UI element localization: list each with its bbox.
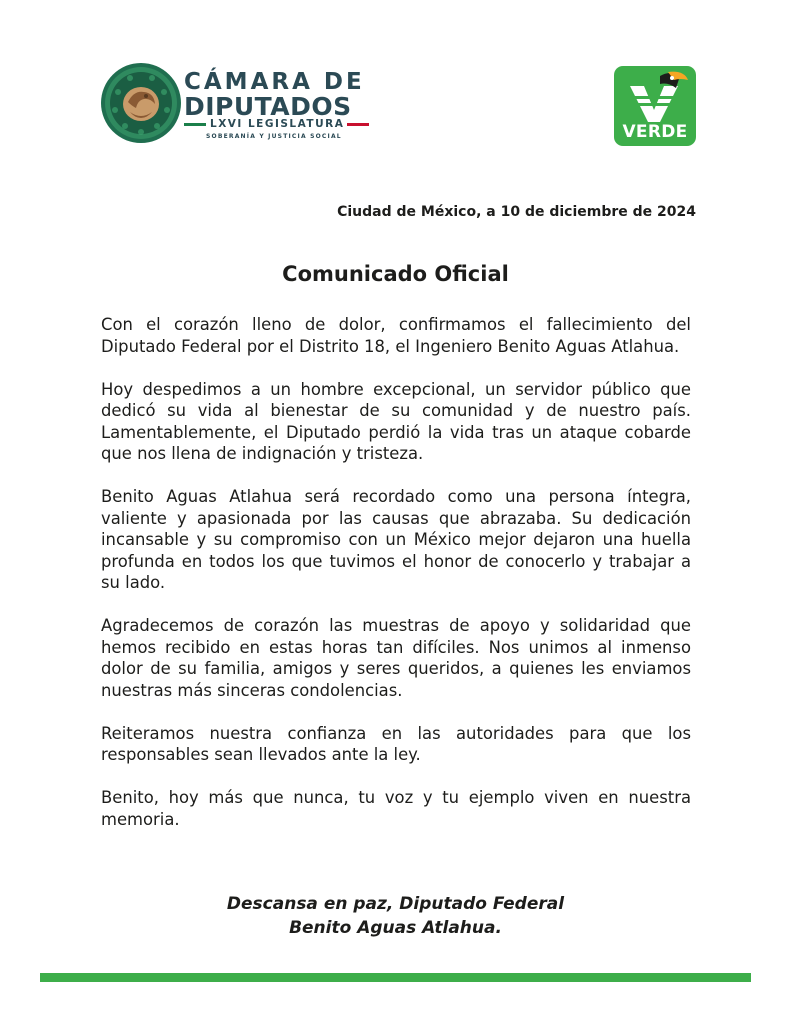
legislature-bar (184, 120, 374, 128)
camara-line2: DIPUTADOS (184, 92, 352, 121)
paragraph: Reiteramos nuestra confianza en las autoridades para que los responsables sean llevados ante la ley. (101, 723, 691, 764)
footer-green-bar (40, 973, 751, 982)
paragraph: Benito Aguas Atlahua será recordado como una persona íntegra, valiente y apasionada por las causas que abrazaba. Su dedicación incansable y su compromiso con un México mejor dejaron una huella profunda en todos los que tuvimos el honor de conocerlo y trabajar a su lado. (101, 487, 691, 592)
toucan-check-icon (614, 66, 696, 126)
camara-slogan: SOBERANÍA Y JUSTICIA SOCIAL (206, 133, 342, 140)
verde-wordmark: VERDE (622, 122, 688, 142)
letterhead (0, 0, 791, 160)
camara-de-diputados-logo (100, 62, 375, 146)
camara-line1: CÁMARA DE (184, 69, 365, 95)
partido-verde-logo (614, 66, 696, 146)
paragraph: Hoy despedimos a un hombre excepcional, un servidor público que dedicó su vida al bienestar de su comunidad y de nuestro país. Lamentablemente, el Diputado perdió la vida tras un ataque cobarde que nos llena de indignación y tristeza. (101, 379, 691, 463)
closing-line-2: Benito Aguas Atlahua. (289, 918, 502, 938)
legislature-label: LXVI LEGISLATURA (210, 118, 345, 130)
document-title: Comunicado Oficial (282, 262, 509, 286)
red-stripe (347, 123, 369, 126)
closing-line-1: Descansa en paz, Diputado Federal (226, 894, 565, 914)
date-line: Ciudad de México, a 10 de diciembre de 2024 (337, 204, 696, 220)
paragraph: Benito, hoy más que nunca, tu voz y tu ejemplo viven en nuestra memoria. (101, 788, 691, 829)
green-stripe (184, 123, 206, 126)
paragraph: Con el corazón lleno de dolor, confirmamos el fallecimiento del Diputado Federal por el Distrito 18, el Ingeniero Benito Aguas Atlahua. (101, 315, 691, 356)
document-body (101, 314, 691, 852)
camara-wordmark (184, 70, 374, 140)
paragraph: Agradecemos de corazón las muestras de apoyo y solidaridad que hemos recibido en estas horas tan difíciles. Nos unimos al inmenso dolor de su familia, amigos y seres queridos, a quienes les enviamos nuestras más sinceras condolencias. (101, 616, 691, 700)
closing-statement (0, 892, 791, 940)
mexican-eagle-seal-icon (100, 62, 182, 144)
